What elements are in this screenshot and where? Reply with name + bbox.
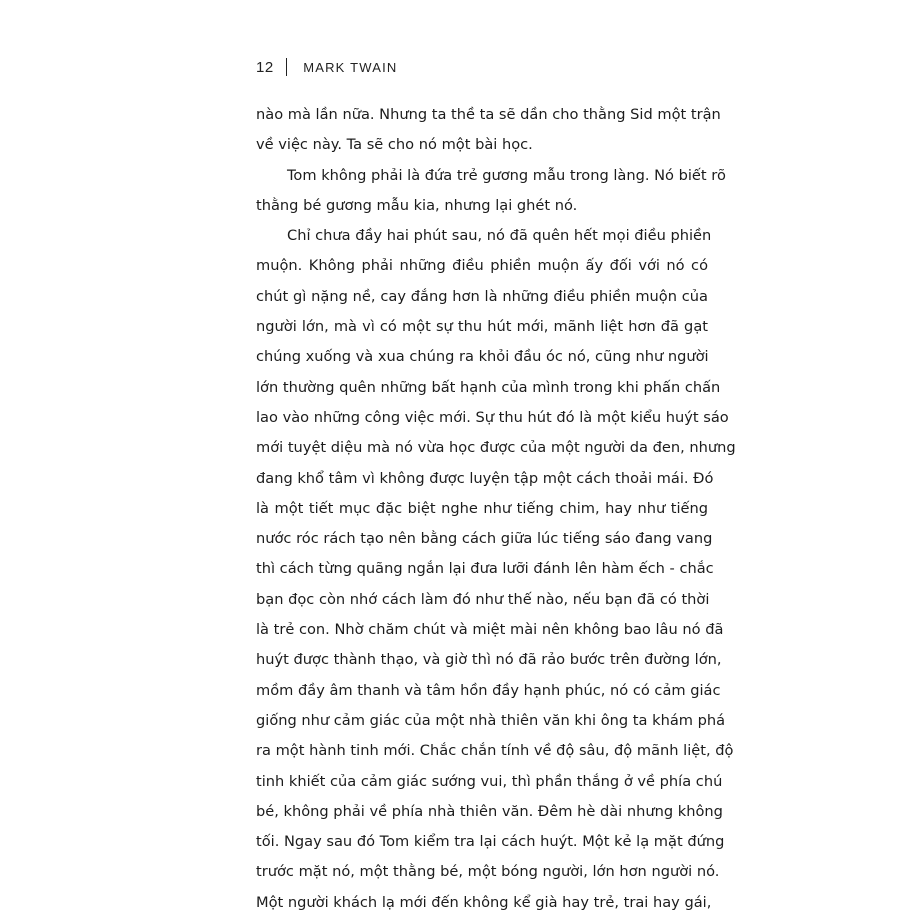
header-separator [286,58,288,76]
text-line: Chỉ chưa đầy hai phút sau, nó đã quên hết mọi điều phiền [287,227,712,245]
body-text [256,100,736,918]
author-name: MARK TWAIN [303,59,398,75]
text-line: huýt được thành thạo, và giờ thì nó đã rảo bước trên đường lớn, [256,651,722,669]
paragraph [256,100,721,161]
text-line: mới tuyệt diệu mà nó vừa học được của một người da đen, nhưng [256,439,736,457]
paragraph [256,221,736,918]
text-line: thì cách từng quãng ngắn lại đưa lưỡi đánh lên hàm ếch - chắc [256,560,714,578]
text-line: mồm đầy âm thanh và tâm hồn đầy hạnh phúc, nó có cảm giác [256,681,721,699]
text-line: tinh khiết của cảm giác sướng vui, thì phần thắng ở về phía chú [256,772,723,790]
text-line: giống như cảm giác của một nhà thiên văn khi ông ta khám phá [256,711,726,729]
text-line: lao vào những công việc mới. Sự thu hút đó là một kiểu huýt sáo [256,408,729,426]
text-line: bạn đọc còn nhớ cách làm đó như thế nào, nếu bạn đã có thời [256,590,710,608]
text-line: ra một hành tinh mới. Chắc chắn tính về độ sâu, độ mãnh liệt, độ [256,742,734,760]
page-number: 12 [256,58,274,76]
text-line: người lớn, mà vì có một sự thu hút mới, mãnh liệt hơn đã gạt [256,318,708,336]
text-line: chút gì nặng nề, cay đắng hơn là những điều phiền muộn của [256,287,708,305]
running-header [256,56,398,78]
text-line: muộn. Không phải những điều phiền muộn ấy đối với nó có [256,257,708,275]
text-line: là trẻ con. Nhờ chăm chút và miệt mài nên không bao lâu nó đã [256,621,724,639]
paragraph [256,161,726,222]
text-line: về việc này. Ta sẽ cho nó một bài học. [256,136,533,154]
text-line: là một tiết mục đặc biệt nghe như tiếng chim, hay như tiếng [256,499,708,517]
text-line: lớn thường quên những bất hạnh của mình trong khi phấn chấn [256,378,721,396]
text-line: tối. Ngay sau đó Tom kiểm tra lại cách huýt. Một kẻ lạ mặt đứng [256,833,725,851]
text-line: thằng bé gương mẫu kia, nhưng lại ghét nó. [256,196,578,214]
text-line: Một người khách lạ mới đến không kể già hay trẻ, trai hay gái, [256,893,712,911]
text-line: chúng xuống và xua chúng ra khỏi đầu óc nó, cũng như người [256,348,709,366]
text-line: trước mặt nó, một thằng bé, một bóng người, lớn hơn người nó. [256,863,720,881]
text-line: nào mà lần nữa. Nhưng ta thề ta sẽ dần cho thằng Sid một trận [256,106,721,123]
text-line: đang khổ tâm vì không được luyện tập một cách thoải mái. Đó [256,469,714,487]
text-line: bé, không phải về phía nhà thiên văn. Đêm hè dài nhưng không [256,802,723,820]
text-line: nước róc rách tạo nên bằng cách giữa lúc tiếng sáo đang vang [256,530,713,548]
text-line: Tom không phải là đứa trẻ gương mẫu trong làng. Nó biết rõ [287,166,726,184]
